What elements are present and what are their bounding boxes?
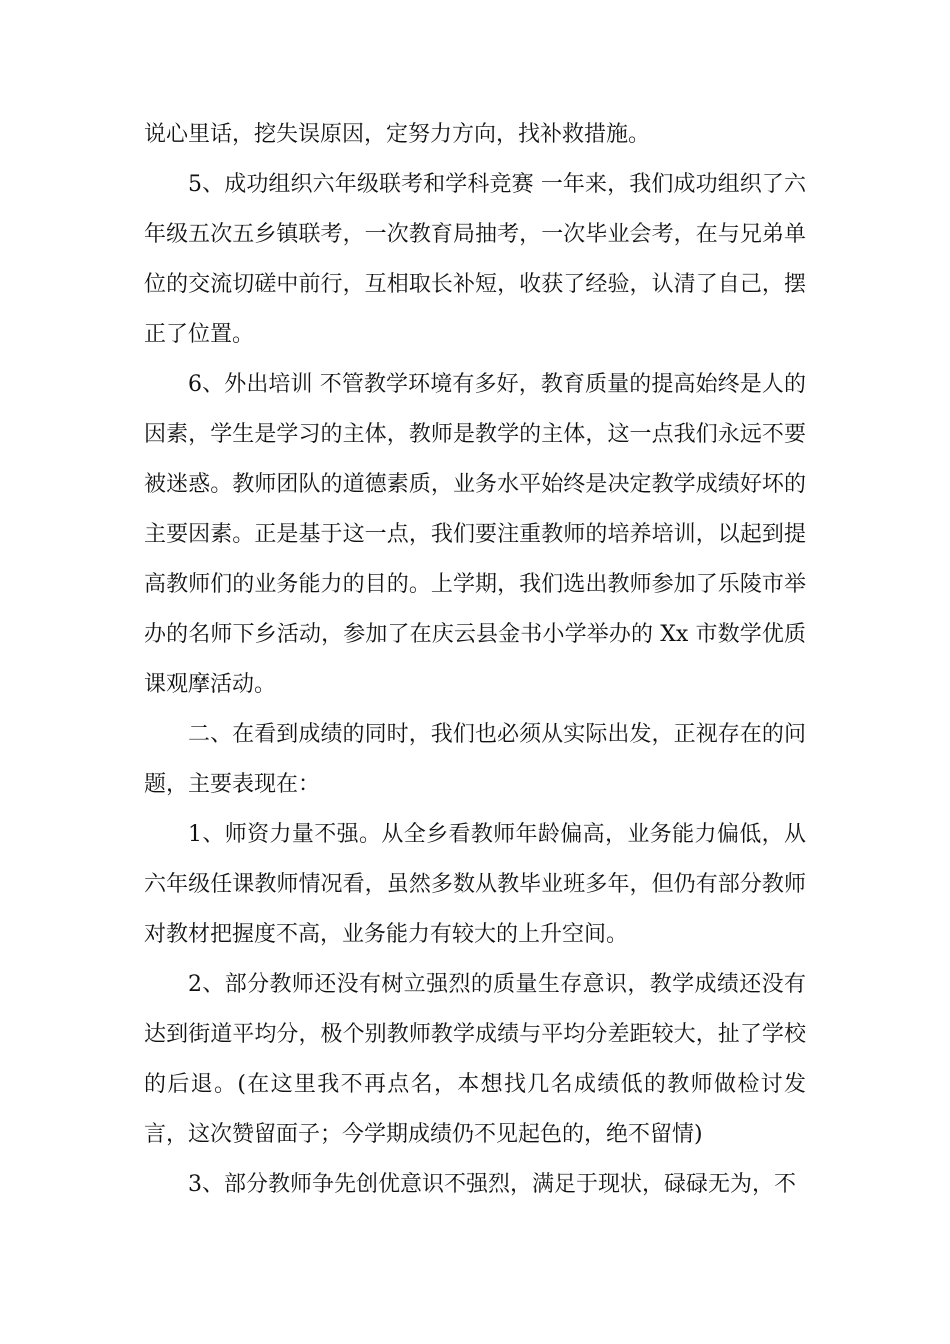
paragraph-continuation: 说心里话，挖失误原因，定努力方向，找补救措施。 — [144, 122, 651, 147]
paragraph-problem-2: 2、部分教师还没有树立强烈的质量生存意识，教学成绩还没有达到街道平均分，极个别教师教学成绩与平均分差距较大，扯了学校的后退。(在这里我不再点名，本想找几名成绩低的教师做检讨发言，这次赞留面子；今学期成绩仍不见起色的，绝不留情) — [144, 972, 806, 1147]
document-body — [144, 110, 806, 1210]
paragraph-item-5: 5、成功组织六年级联考和学科竞赛 一年来，我们成功组织了六年级五次五乡镇联考，一次教育局抽考，一次毕业会考，在与兄弟单位的交流切磋中前行，互相取长补短，收获了经验，认清了自己，摆正了位置。 — [144, 172, 806, 347]
paragraph-problem-1: 1、师资力量不强。从全乡看教师年龄偏高，业务能力偏低，从六年级任课教师情况看，虽然多数从教毕业班多年，但仍有部分教师对教材把握度不高，业务能力有较大的上升空间。 — [144, 822, 806, 947]
paragraph-problem-3: 3、部分教师争先创优意识不强烈，满足于现状，碌碌无为，不 — [188, 1172, 796, 1197]
section-heading-two: 二、在看到成绩的同时，我们也必须从实际出发，正视存在的问题，主要表现在： — [144, 722, 806, 797]
paragraph-item-6: 6、外出培训 不管教学环境有多好，教育质量的提高始终是人的因素，学生是学习的主体，教师是教学的主体，这一点我们永远不要被迷惑。教师团队的道德素质，业务水平始终是决定教学成绩好坏的主要因素。正是基于这一点，我们要注重教师的培养培训，以起到提高教师们的业务能力的目的。上学期，我们选出教师参加了乐陵市举办的名师下乡活动，参加了在庆云县金书小学举办的 Xx 市数学优质课观摩活动。 — [144, 372, 806, 697]
